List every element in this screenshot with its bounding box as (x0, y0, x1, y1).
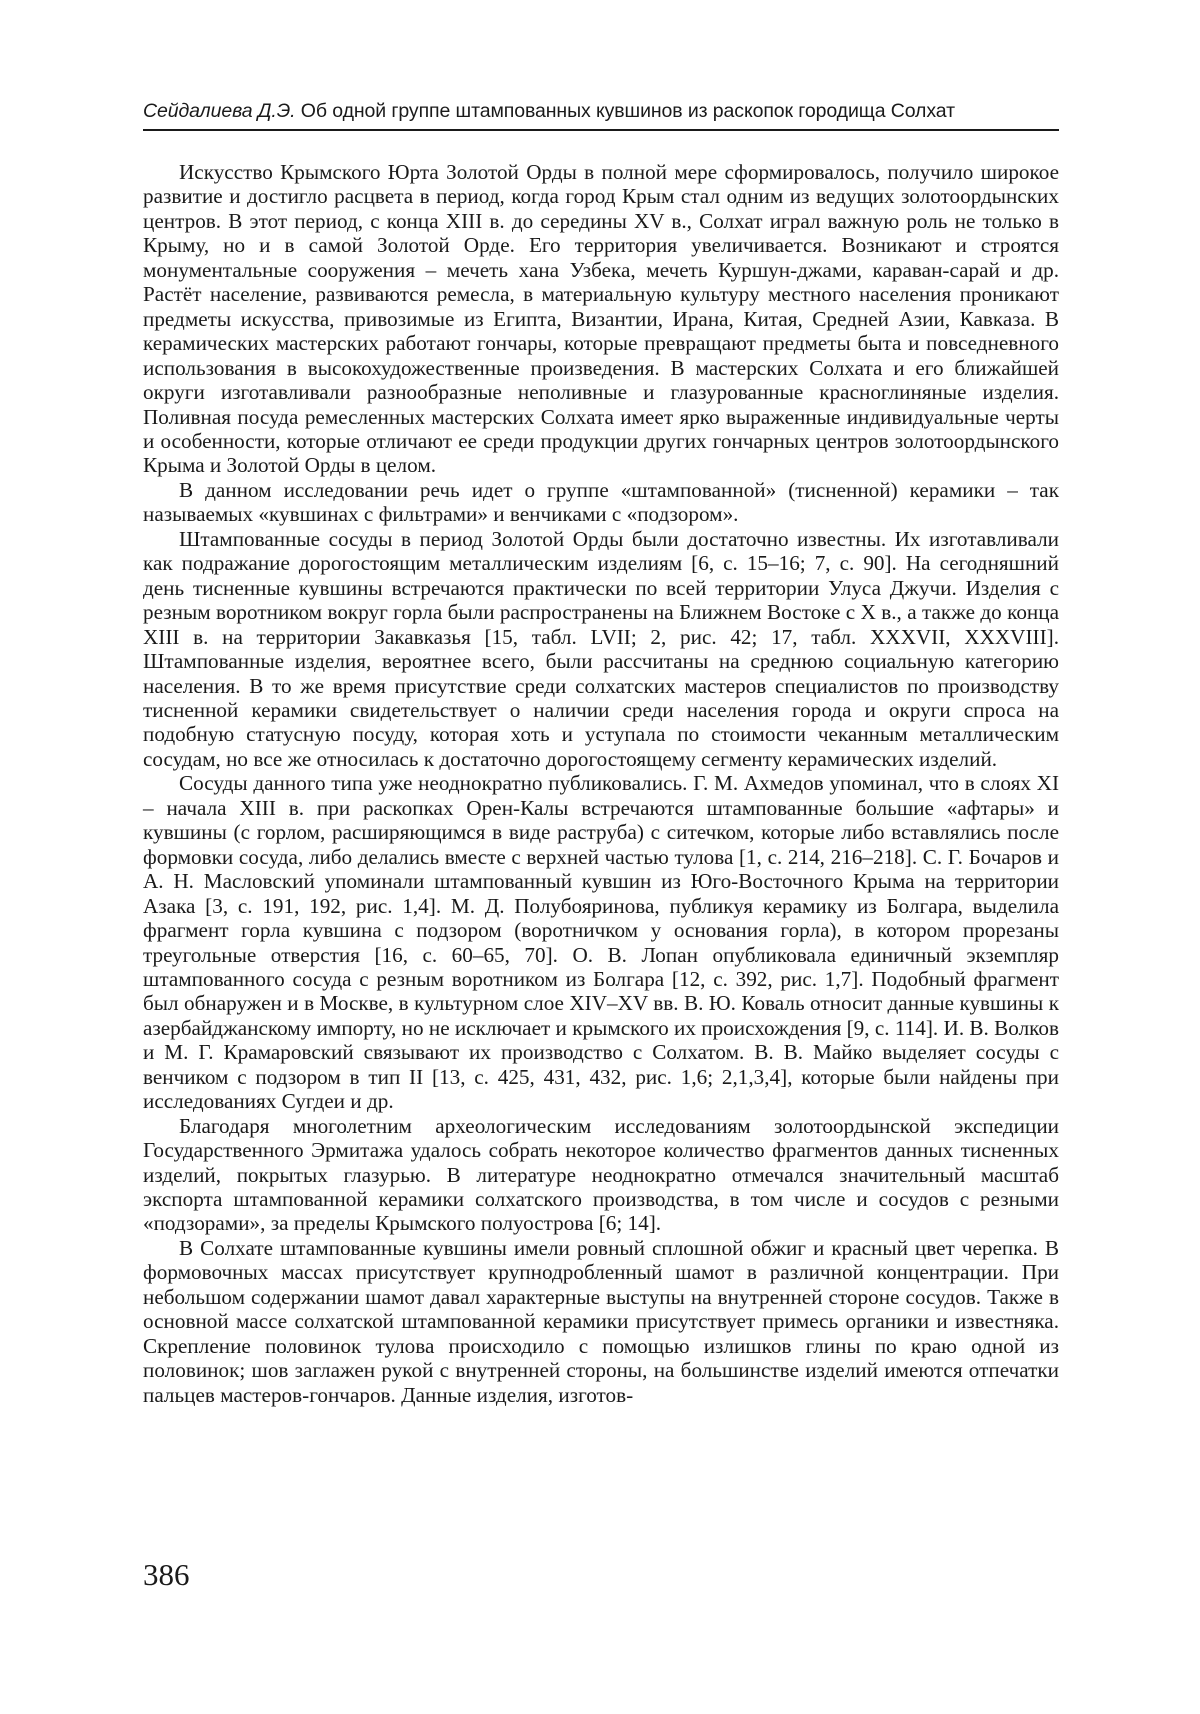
paragraph: Искусство Крымского Юрта Золотой Орды в полной мере сформировалось, получило широкое развитие и достигло расцвета в период, когда город Крым стал одним из ведущих золотоордынских центров. В этот период, с конца XIII в. до середины XV в., Солхат играл важную роль не только в Крыму, но и в самой Золотой Орде. Его территория увеличивается. Возникают и строятся монументальные сооружения – мечеть хана Узбека, мечеть Куршун-джами, караван-сарай и др. Растёт население, развиваются ремесла, в материальную культуру местного населения проникают предметы искусства, привозимые из Египта, Византии, Ирана, Китая, Средней Азии, Кавказа. В керамических мастерских работают гончары, которые превращают предметы быта и повседневного использования в высокохудожественные произведения. В мастерских Солхата и его ближайшей округи изготавливали разнообразные неполивные и глазурованные красноглиняные изделия. Поливная посуда ремесленных мастерских Солхата имеет ярко выраженные индивидуальные черты и особенности, которые отличают ее среди продукции других гончарных центров золотоордынского Крыма и Золотой Орды в целом. (143, 160, 1059, 478)
paragraph: Штампованные сосуды в период Золотой Орды были достаточно известны. Их изготавливали как подражание дорогостоящим металлическим изделиям [6, с. 15–16; 7, с. 90]. На сегодняшний день тисненные кувшины встречаются практически по всей территории Улуса Джучи. Изделия с резным воротником вокруг горла были распространены на Ближнем Востоке с X в., а также до конца XIII в. на территории Закавказья [15, табл. LVII; 2, рис. 42; 17, табл. XXXVII, XXXVIII]. Штампованные изделия, вероятнее всего, были рассчитаны на среднюю социальную категорию населения. В то же время присутствие среди солхатских мастеров специалистов по производству тисненной керамики свидетельствует о наличии среди населения города и округи спроса на подобную статусную посуду, которая хоть и уступала по стоимости чеканным металлическим сосудам, но все же относилась к достаточно дорогостоящему сегменту керамических изделий. (143, 526, 1059, 771)
page-number: 386 (143, 1557, 190, 1592)
paragraph: Сосуды данного типа уже неоднократно публиковались. Г. М. Ахмедов упоминал, что в слоях XI – начала XIII в. при раскопках Орен-Калы встречаются штампованные большие «афтары» и кувшины (с горлом, расширяющимся в виде раструба) с ситечком, которые либо вставлялись после формовки сосуда, либо делались вместе с верхней частью тулова [1, с. 214, 216–218]. С. Г. Бочаров и А. Н. Масловский упоминали штампованный кувшин из Юго-Восточного Крыма на территории Азака [3, с. 191, 192, рис. 1,4]. М. Д. Полубояринова, публикуя керамику из Болгара, выделила фрагмент горла кувшина с подзором (воротничком у основания горла), в котором прорезаны треугольные отверстия [16, с. 60–65, 70]. О. В. Лопан опубликовала единичный экземпляр штампованного сосуда с резным воротником из Болгара [12, с. 392, рис. 1,7]. Подобный фрагмент был обнаружен и в Москве, в культурном слое XIV–XV вв. В. Ю. Коваль относит данные кувшины к азербайджанскому импорту, но не исключает и крымского их происхождения [9, с. 114]. И. В. Волков и М. Г. Крамаровский связывают их производство с Солхатом. В. В. Майко выделяет сосуды с венчиком с подзором в тип II [13, с. 425, 431, 432, рис. 1,6; 2,1,3,4], которые были найдены при исследованиях Сугдеи и др. (143, 771, 1059, 1114)
paragraph: Благодаря многолетним археологическим исследованиям золотоордынской экспедиции Государственного Эрмитажа удалось собрать некоторое количество фрагментов данных тисненных изделий, покрытых глазурью. В литературе неоднократно отмечался значительный масштаб экспорта штампованной керамики солхатского производства, в том числе и сосудов с резными «подзорами», за пределы Крымского полуострова [6; 14]. (143, 1113, 1059, 1236)
paragraph: В Солхате штампованные кувшины имели ровный сплошной обжиг и красный цвет черепка. В формовочных массах присутствует крупнодробленный шамот в различной концентрации. При небольшом содержании шамот давал характерные выступы на внутренней стороне сосудов. Также в основной массе солхатской штампованной керамики присутствует примесь органики и известняка. Скрепление половинок тулова происходило с помощью излишков глины по краю одной из половинок; шов заглажен рукой с внутренней стороны, на большинстве изделий имеются отпечатки пальцев мастеров-гончаров. Данные изделия, изготов- (143, 1235, 1059, 1407)
header-rule (143, 129, 1059, 131)
running-header (143, 98, 1058, 124)
header-author: Сейдалиева Д.Э. (143, 100, 296, 122)
header-title: Об одной группе штампованных кувшинов из раскопок городища Солхат (295, 100, 955, 122)
article-body (143, 160, 1059, 1407)
paragraph: В данном исследовании речь идет о группе «штампованной» (тисненной) керамики – так называемых «кувшинах с фильтрами» и венчиками с «подзором». (143, 477, 1059, 527)
